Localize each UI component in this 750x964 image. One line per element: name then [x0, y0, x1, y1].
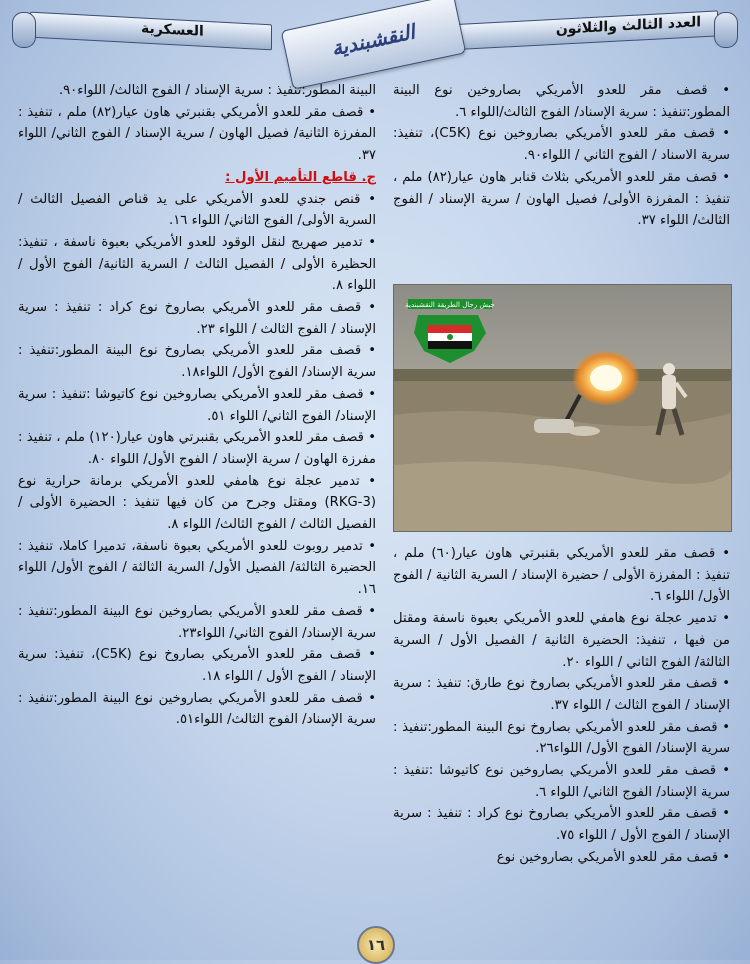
issue-label-plate	[426, 10, 718, 51]
news-item: • قصف مقر للعدو الأمريكي بصاروخ نوع البينة المطور:تنفيذ : سرية الإسناد/ الفوج الأول/ اللواء٢٦.	[393, 719, 730, 757]
title-ribbon	[281, 0, 467, 90]
news-item: • قصف مقر للعدو الأمريكي بصاروخين نوع (C5K)، تنفيذ: سرية الاسناد / الفوج الثاني / اللواء٩٠.	[393, 126, 730, 164]
news-item: • قصف مقر للعدو الأمريكي بصاروخ نوع البينة المطور:تنفيذ : سرية الإسناد/ الفوج الأول/ اللواء١٨.	[18, 343, 376, 381]
left-column	[18, 80, 376, 731]
news-item: • تدمير عجلة نوع هامفي للعدو الأمريكي بعبوة ناسفة ومقتل من فيها ، تنفيذ: الحضيرة الثانية / الفصيل الأول / السرية الثالثة/ الفوج الثاني / اللواء ٢٠.	[393, 611, 730, 670]
news-item: • قصف مقر للعدو الأمريكي بصاروخ نوع كراد : تنفيذ : سرية الإسناد / الفوج الأول / اللواء ٧٥.	[393, 806, 730, 844]
news-item: • قصف مقر للعدو الأمريكي بصاروخين نوع كاتيوشا :تنفيذ : سرية الإسناد/ الفوج الثاني/ اللواء ٥١.	[18, 386, 376, 424]
section-label-plate	[30, 12, 272, 51]
news-item: • قصف مقر للعدو الأمريكي بصاروخين نوع	[496, 849, 730, 865]
scroll-curl-right	[714, 12, 738, 48]
news-item: • تدمير عجلة نوع هامفي للعدو الأمريكي برمانة حرارية نوع (RKG-3) ومقتل وجرح من كان فيها تنفيذ : الحضيرة الأولى / الفصيل الثالث / الفوج الثالث/ اللواء ٨.	[18, 473, 376, 533]
mortar-scene-image	[394, 285, 731, 531]
right-column	[393, 80, 730, 232]
issue-label: العدد الثالث والثلاثون	[555, 14, 701, 38]
news-item: • قصف مقر للعدو الأمريكي بقنبرتي هاون عيار(٦٠) ملم ، تنفيذ : المفرزة الأولى / حضيرة الإسناد / السرية الثانية / الفوج الأول/ اللواء ٦.	[393, 546, 730, 605]
news-item: • قصف مقر للعدو الأمريكي بقنبرتي هاون عيار(١٢٠) ملم ، تنفيذ : مفرزة الهاون / سرية الإسناد / الفوج الأول/ اللواء ٨٠.	[18, 430, 376, 467]
ribbon-title: النقشبندية	[329, 19, 417, 61]
section-label: العسكرية	[141, 20, 204, 40]
news-item: البينة المطور:تنفيذ : سرية الإسناد / الفوج الثالث/ اللواء٩٠.	[58, 83, 376, 98]
news-item: • تدمير صهريج لنقل الوقود للعدو الأمريكي بعبوة ناسفة ، تنفيذ: الحظيرة الأولى / الفصيل الثالث / السرية الثانية/ الفوج الأول / اللواء ٨.	[18, 234, 376, 294]
news-item: • قصف مقر للعدو الأمريكي بقنبرتي هاون عيار(٨٢) ملم ، تنفيذ : المفرزة الثانية/ فصيل الهاون / سرية الإسناد / الفوج الثاني/ اللواء ٣٧.	[18, 104, 376, 164]
news-item: • قنص جندي للعدو الأمريكي على يد قناص الفصيل الثالث / السرية الأولى/ الفوج الثاني/ اللواء ١٦.	[18, 191, 376, 229]
news-item: • قصف مقر للعدو الأمريكي بثلاث قنابر هاون عيار(٨٢) ملم ، تنفيذ : المفرزة الأولى/ فصيل الهاون / سرية الإسناد / الفوج الثالث/ اللواء ٣٧.	[393, 169, 731, 229]
mortar-photo	[393, 284, 732, 532]
news-item: • قصف مقر للعدو الأمريكي بصاروخين نوع كاتيوشا :تنفيذ : سرية الإسناد/ الفوج الثاني/ اللواء ٦.	[393, 763, 730, 800]
news-item: • تدمير روبوت للعدو الأمريكي بعبوة ناسفة، تدميرا كاملا، تنفيذ : الحضيرة الثالثة/ الفصيل الأول/ السرية الثالثة / الفوج الأول/ اللواء ١٦.	[18, 538, 376, 598]
news-item: • قصف مقر للعدو الأمريكي بصاروخ نوع كراد : تنفيذ : سرية الإسناد / الفوج الثالث / اللواء ٢٣.	[18, 300, 376, 337]
sector-subheading: ج. قاطع التأميم الأول :	[225, 169, 376, 185]
news-item: • قصف مقر للعدو الأمريكي بصاروخ نوع (C5K)، تنفيذ: سرية الإسناد / الفوج الأول / اللواء ١٨.	[18, 647, 376, 684]
svg-text:جيش رجال الطريقة النقشبندية: جيش رجال الطريقة النقشبندية	[405, 301, 495, 309]
scroll-curl-left	[12, 12, 36, 48]
news-item: • قصف مقر للعدو الأمريكي بصاروخين نوع البينة المطور:تنفيذ : سرية الإسناد/ الفوج الثالث/اللواء ٦.	[393, 83, 730, 120]
right-column-lower	[393, 543, 730, 869]
page-number-badge	[357, 926, 395, 964]
news-item: • قصف مقر للعدو الأمريكي بصاروخين نوع البينة المطور:تنفيذ : سرية الإسناد/ الفوج الثاني/ اللواء٢٣.	[18, 603, 376, 641]
header-banner	[0, 0, 750, 80]
news-item: • قصف مقر للعدو الأمريكي بصاروخ نوع طارق: تنفيذ : سرية الإسناد / الفوج الثالث / اللواء ٣٧.	[393, 676, 730, 713]
page-number: ١٦	[366, 936, 386, 954]
news-item: • قصف مقر للعدو الأمريكي بصاروخين نوع البينة المطور:تنفيذ : سرية الإسناد/ الفوج الثالث/ اللواء٥١.	[18, 690, 376, 728]
